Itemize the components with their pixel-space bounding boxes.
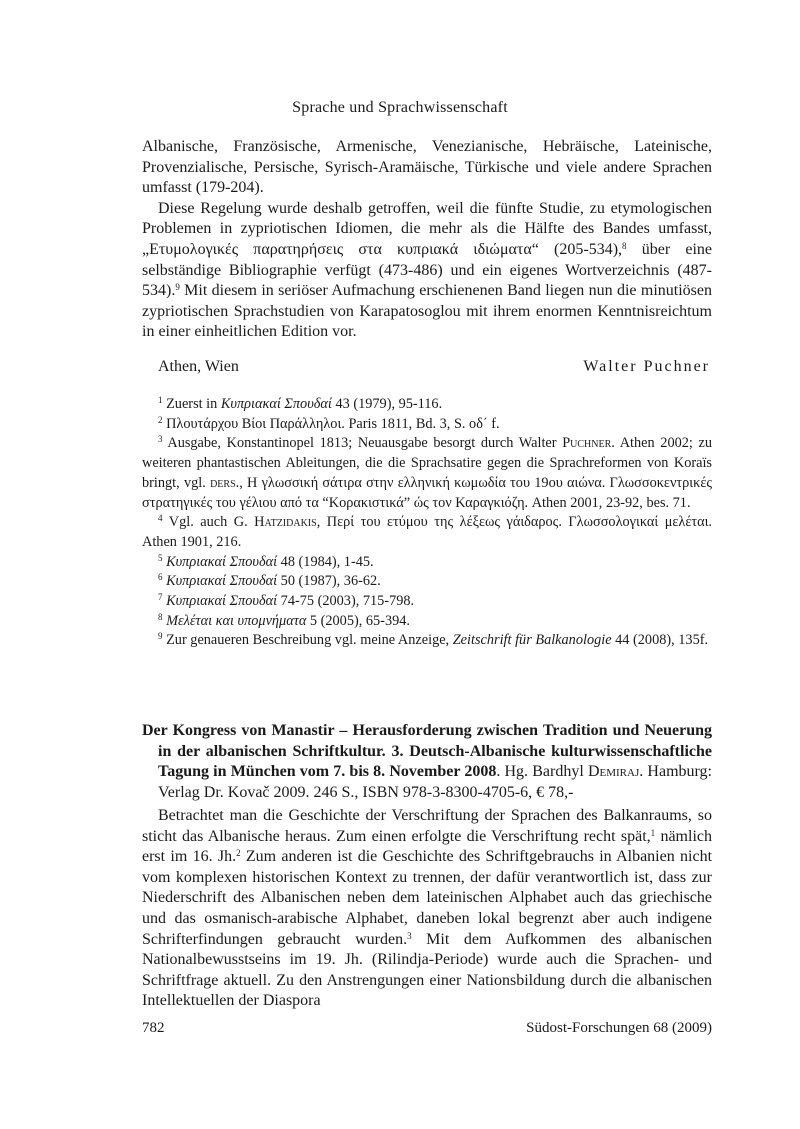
footnote-number: 6 [158, 572, 163, 583]
footnote [142, 572, 712, 592]
footnote-text: Ausgabe, Konstantinopel 1813; Neuausgabe besorgt durch Walter [167, 435, 563, 452]
paragraph-text: Diese Regelung wurde deshalb getroffen, weil die fünfte Studie, zu etymologischen Problemen in zypriotischen Idiomen, die mehr als die Hälfte des Bandes umfasst, „Ετυμολογικές παρατηρήσεις στα κυπριακά ιδιώματα“ (205-534), [142, 199, 712, 258]
footnote-text: Vgl. auch G. [168, 514, 255, 531]
review-signature [158, 358, 710, 376]
footnote-number: 1 [158, 395, 163, 405]
footnote-ref[interactable]: 8 [622, 240, 627, 251]
footnote-ref[interactable]: 1 [650, 827, 656, 838]
author-name: Puchner [562, 435, 612, 452]
review-meta: . Hg. Bardhyl [496, 763, 588, 781]
footnote-text: 50 (1987), 36-62. [277, 573, 381, 590]
footnote [142, 415, 712, 435]
paragraph-text: Mit dem Aufkommen des albanischen Nationalbewusstseins im 19. Jh. (Rilindja-Periode) wurde auch die Sprachen- und Schriftfrage aktuell. Zu den Anstrengungen einer Nationsbildung durch die albanischen Intellektuellen der Diaspora [142, 930, 712, 1010]
signature-author: Walter Puchner [583, 358, 710, 375]
footnotes [142, 395, 712, 651]
footnote-text: Zur genaueren Beschreibung vgl. meine Anzeige, [166, 632, 453, 649]
review-publication: . Hamburg: Verlag Dr. Kovač 2009. 246 S., ISBN 978-3-8300-4705-6, € 78,- [158, 763, 712, 801]
footnote-number: 9 [158, 631, 163, 642]
footnote-text: . Athen 2002; zu weiteren phantastischen Ableitungen, die die Sprachsatire gegen die Sprachreformen von Koraïs bringt, vgl. [142, 435, 712, 491]
footnote-ref[interactable]: 9 [175, 282, 180, 293]
footnote [142, 612, 712, 632]
footnote [142, 553, 712, 573]
paragraph-text: über eine selbständige Bibliographie verfügt (473-486) und ein eigenes Wortverzeichnis (487-534). [142, 240, 713, 300]
paragraph [142, 806, 712, 1012]
paragraph [142, 199, 712, 343]
review-heading [142, 721, 712, 803]
author-abbrev: ders [210, 474, 236, 491]
footnote-title: Κυπριακαί Σπουδαί [166, 573, 278, 590]
signature-place: Athen, Wien [158, 358, 239, 375]
footnote-text: , Περί του ετύμου της λέξεως γάιδαρος. Γλωσσολογικαί μελέται. Athen 1901, 216. [142, 514, 712, 550]
running-head: Sprache und Sprachwissenschaft [292, 99, 508, 116]
footnote [142, 631, 712, 651]
footnote-number: 7 [158, 592, 163, 603]
footnote-title: Zeitschrift für Balkanologie [452, 632, 612, 649]
paragraph-text: Mit diesem in seriöser Aufmachung erschienenen Band liegen nun die minutiösen zypriotischen Sprachstudien von Karapatosoglou mit ihrem enormen Kenntnisreichtum in einer einheitlichen Edition vor. [142, 282, 712, 341]
footnote-text: 44 (2008), 135f. [611, 632, 709, 649]
footnote [142, 592, 712, 612]
footnote-ref[interactable]: 2 [236, 848, 241, 859]
review-editor: Demiraj [587, 763, 640, 781]
footnote-ref[interactable]: 3 [407, 930, 412, 941]
footnote-text: 48 (1984), 1-45. [277, 553, 374, 570]
footnote-text: Zuerst in [166, 396, 221, 412]
page-number: 782 [142, 1020, 165, 1036]
footnote-text: ., Η γλωσσική σάτιρα στην ελληνική κωμωδία του 19ου αιώνα. Γλωσσοκεντρικές στρατηγικές του γέλιου από τα “Κορακιστικά” ώς τον Καραγκιόζη. Athen 2001, 23-92, bes. 71. [142, 474, 712, 511]
footnote [142, 395, 712, 415]
review-continuation [142, 137, 712, 343]
footnote-title: Κυπριακαί Σπουδαί [166, 593, 278, 610]
footnote-number: 8 [158, 611, 163, 622]
footnote-title: Μελέται και υπομνήματα [166, 612, 307, 629]
footnote-text: 74-75 (2003), 715-798. [277, 593, 415, 610]
footnote-text: 43 (1979), 95-116. [331, 396, 443, 412]
journal-citation: Südost-Forschungen 68 (2009) [526, 1020, 712, 1036]
footnote-number: 2 [158, 414, 163, 425]
footnote-title: Κυπριακαί Σπουδαί [220, 396, 332, 412]
footnote-text: 5 (2005), 65-394. [306, 612, 410, 629]
footnote-number: 4 [158, 513, 163, 524]
paragraph-text: Albanische, Französische, Armenische, Venezianische, Hebräische, Lateinische, Provenzialische, Persische, Syrisch-Aramäische, Türkische und viele andere Sprachen umfasst (179-204). [142, 138, 712, 197]
review-title: Der Kongress von Manastir – Herausforderung zwischen Tradition und Neuerung in der albanischen Schriftkultur. 3. Deutsch-Albanische kulturwissenschaftliche Tagung in München vom 7. bis 8. November 2008 [142, 722, 712, 781]
footnote-title: Κυπριακαί Σπουδαί [166, 553, 278, 570]
footnote-number: 3 [158, 434, 163, 445]
paragraph-text: Betrachtet man die Geschichte der Verschriftung der Sprachen des Balkanraums, so sticht das Albanische heraus. Zum einen erfolgte die Verschriftung recht spät, [142, 807, 712, 845]
paragraph [142, 137, 712, 199]
paragraph-text: nämlich erst im 16. Jh. [142, 827, 712, 866]
footnote [142, 434, 712, 513]
footnote-number: 5 [158, 552, 163, 563]
review-body [142, 806, 712, 1012]
author-name: Hatzidakis [254, 514, 317, 531]
footnote [142, 513, 712, 552]
paragraph-text: Zum anderen ist die Geschichte des Schriftgebrauchs in Albanien nicht vom komplexen historischen Kontext zu trennen, der dafür verantwortlich ist, dass zur Niederschrift des Albanischen neben dem lateinischen Alphabet auch das griechische und das osmanisch-arabische Alphabet, daneben lokal begrenzt aber auch indigene Schrifterfindungen gebraucht wurden. [142, 848, 713, 948]
page-footer [142, 1020, 712, 1037]
footnote-text: Πλουτάρχου Βίοι Παράλληλοι. Paris 1811, Bd. 3, S. οδ΄ f. [166, 415, 500, 432]
